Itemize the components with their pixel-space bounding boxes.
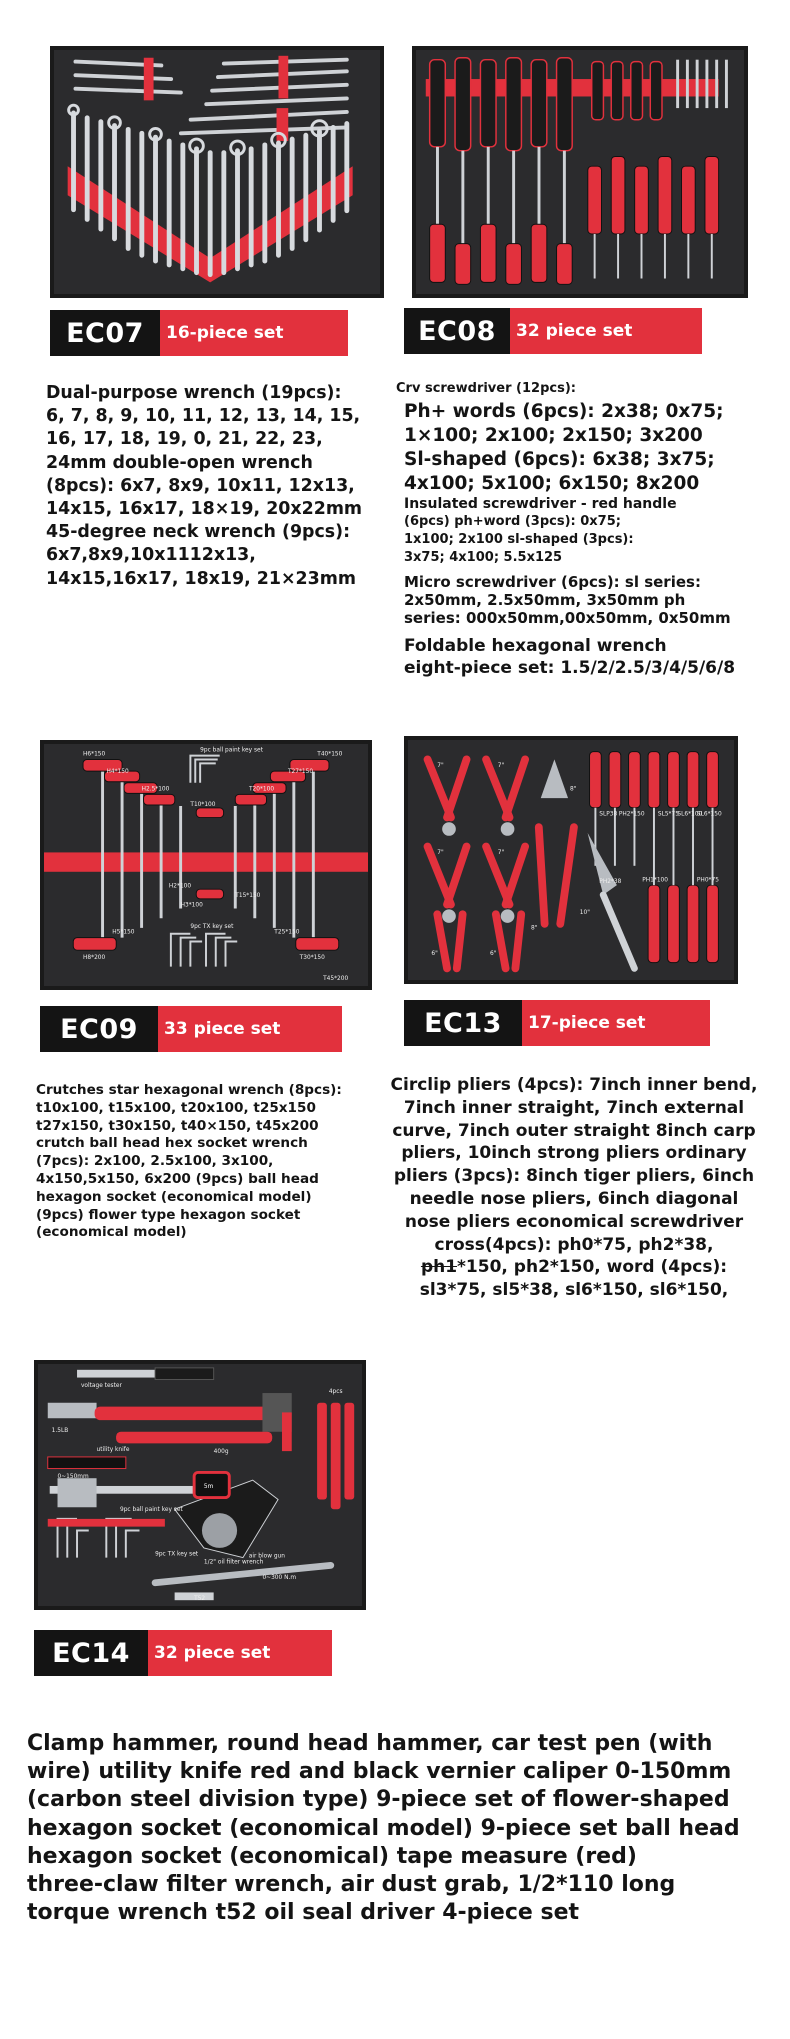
desc-line: curve, 7inch outer straight 8inch carp — [392, 1120, 756, 1141]
ec08-badge — [404, 308, 702, 354]
tray-label: H4*150 — [106, 769, 129, 776]
ec14-code: EC14 — [34, 1630, 148, 1676]
desc-line: Insulated screwdriver - red handle — [404, 496, 677, 512]
ec14-subtitle: 32 piece set — [148, 1630, 332, 1676]
tray-label: 1.5LB — [51, 1427, 69, 1434]
desc-line: (6pcs) ph+word (3pcs): 0x75; — [404, 514, 621, 529]
tray-label: T20*100 — [248, 786, 275, 793]
ec08-code: EC08 — [404, 308, 510, 354]
ec13-pliers-tray-image — [404, 736, 738, 984]
struck-text: ph1 — [420, 1257, 458, 1278]
desc-line: (8pcs): 6x7, 8x9, 10x11, 12x13, — [46, 475, 355, 496]
desc-line: needle nose pliers, 6inch diagonal — [409, 1188, 739, 1209]
desc-line: three-claw filter wrench, air dust grab, 1/2*110 long — [27, 1872, 676, 1898]
desc-line: crutch ball head hex socket wrench — [36, 1135, 308, 1152]
tray-label: SL6*100 — [677, 811, 703, 818]
desc-line: hexagon socket (economical model) 9-piece set ball head — [27, 1815, 740, 1841]
ec08-subtitle: 32 piece set — [510, 308, 702, 354]
tray-label: T52 — [194, 1596, 206, 1603]
tray-label: 0~150mm — [57, 1474, 89, 1481]
tray-label: PH0*75 — [696, 877, 719, 884]
ec09-subtitle: 33 piece set — [158, 1006, 342, 1052]
desc-line: 7inch inner straight, 7inch external — [403, 1097, 745, 1118]
tray-label: 7" — [437, 763, 444, 770]
tray-label: 5m — [203, 1483, 214, 1490]
desc-line: Sl-shaped (6pcs): 6x38; 3x75; — [404, 449, 715, 470]
desc-line: Micro screwdriver (6pcs): sl series: — [404, 573, 701, 591]
tray-label: 7" — [437, 850, 444, 857]
tray-label: voltage tester — [80, 1383, 122, 1390]
desc-line: 1x100; 2x100 sl-shaped (3pcs): — [404, 532, 634, 547]
desc-line: 16, 17, 18, 19, 0, 21, 22, 23, — [46, 429, 323, 450]
ec13-code: EC13 — [404, 1000, 522, 1046]
tray-label: air blow gun — [248, 1553, 285, 1560]
tray-label: SLP38 — [599, 811, 618, 818]
ec14-mixed-tool-tray-image — [34, 1360, 366, 1610]
desc-line: wire) utility knife red and black vernier caliper 0-150mm — [27, 1759, 732, 1785]
desc-line: Clamp hammer, round head hammer, car test pen (with — [27, 1731, 713, 1756]
tray-label: 9pc ball paint key set — [119, 1507, 183, 1514]
desc-line: (economical model) — [36, 1224, 187, 1241]
desc-line: 45-degree neck wrench (9pcs): — [46, 522, 351, 543]
desc-line: 3x75; 4x100; 5.5x125 — [404, 550, 563, 565]
desc-line: 1×100; 2x100; 2x150; 3x200 — [404, 425, 703, 446]
ec13-badge — [404, 1000, 710, 1046]
desc-line: eight-piece set: 1.5/2/2.5/3/4/5/6/8 — [404, 658, 736, 678]
desc-line: nose pliers economical screwdriver — [404, 1211, 744, 1232]
ec07-wrench-tray-image — [50, 46, 384, 298]
desc-line: 2x50mm, 2.5x50mm, 3x50mm ph — [404, 591, 686, 609]
desc-line: hexagon socket (economical model) — [36, 1188, 312, 1205]
ec09-hex-key-tray-image — [40, 740, 372, 990]
tray-label: 400g — [213, 1449, 229, 1456]
tray-label: H8*200 — [83, 954, 106, 961]
tray-label: T27*150 — [287, 769, 314, 776]
ec07-description — [46, 382, 386, 591]
tray-label: 1/2" oil filter wrench — [203, 1559, 264, 1566]
tray-label: PH2*150 — [618, 811, 645, 818]
tray-label: T10*100 — [190, 801, 216, 808]
tray-label: 6" — [431, 950, 438, 957]
tray-label: 0~300 N.m — [262, 1574, 297, 1581]
desc-line: torque wrench t52 oil seal driver 4-piece set — [27, 1900, 580, 1926]
desc-line: Circlip pliers (4pcs): 7inch inner bend, — [390, 1075, 758, 1095]
ec13-subtitle: 17-piece set — [522, 1000, 710, 1046]
desc-line: 14x15,16x17, 18x19, 21×23mm — [46, 568, 356, 589]
desc-line: (9pcs) flower type hexagon socket — [36, 1206, 301, 1223]
desc-line: 14x15, 16x17, 18×19, 20x22mm — [46, 499, 363, 520]
ec08-description — [396, 380, 776, 679]
desc-line: Dual-purpose wrench (19pcs): — [46, 383, 342, 403]
tray-label: 9pc TX key set — [155, 1551, 199, 1558]
desc-line: t10x100, t15x100, t20x100, t25x150 — [36, 1099, 316, 1116]
desc-heading: Crv screwdriver (12pcs): — [396, 381, 576, 396]
tray-label: SL6*150 — [696, 811, 722, 818]
tray-label: SL5*75 — [657, 811, 679, 818]
desc-line: ph1*150, ph2*150, word (4pcs): — [420, 1257, 728, 1278]
desc-line: pliers, 10inch strong pliers ordinary — [401, 1143, 747, 1164]
ec13-description — [378, 1074, 770, 1302]
desc-line: pliers (3pcs): 8inch tiger pliers, 6inch — [393, 1166, 755, 1187]
ec09-badge — [40, 1006, 342, 1052]
desc-line: 6, 7, 8, 9, 10, 11, 12, 13, 14, 15, — [46, 406, 361, 427]
desc-line: hexagon socket (economical) tape measure (red) — [27, 1843, 637, 1869]
tray-label: T15*150 — [235, 892, 261, 899]
tray-label: 6" — [489, 950, 497, 957]
ec07-code: EC07 — [50, 310, 160, 356]
desc-line: t27x150, t30x150, t40×150, t45x200 — [36, 1117, 319, 1134]
tray-label: 8" — [570, 786, 577, 793]
tray-label: 8" — [530, 925, 538, 932]
desc-line: 24mm double-open wrench — [46, 452, 313, 473]
tray-label: PH2*38 — [599, 879, 622, 886]
tray-label: H3*100 — [180, 902, 203, 909]
ec14-badge — [34, 1630, 332, 1676]
desc-line: 4x100; 5x100; 6x150; 8x200 — [404, 473, 700, 494]
tray-label: 10" — [579, 910, 590, 917]
desc-line: cross(4pcs): ph0*75, ph2*38, — [434, 1234, 714, 1255]
tray-label: H2*100 — [168, 883, 192, 890]
tray-label: PH1*100 — [642, 877, 669, 884]
tray-label: 9pc TX key set — [190, 923, 234, 930]
desc-line: sl3*75, sl5*38, sl6*150, sl6*150, — [419, 1280, 729, 1301]
desc-line: (7pcs): 2x100, 2.5x100, 3x100, — [36, 1153, 274, 1170]
tray-label: H2.5*100 — [141, 786, 170, 793]
tray-label: T40*150 — [317, 751, 343, 758]
desc-line: 6x7,8x9,10x1112x13, — [46, 545, 256, 566]
tray-label: T30*150 — [299, 954, 325, 961]
desc-line: Crutches star hexagonal wrench (8pcs): — [36, 1082, 342, 1098]
ec08-screwdriver-tray-image — [412, 46, 748, 298]
tray-label: 7" — [497, 763, 505, 770]
desc-line: Ph+ words (6pcs): 2x38; 0x75; — [404, 401, 724, 422]
tray-label: utility knife — [96, 1447, 130, 1454]
ec09-code: EC09 — [40, 1006, 158, 1052]
desc-line: Foldable hexagonal wrench — [404, 636, 667, 656]
tray-label: 4pcs — [328, 1389, 343, 1396]
ec07-badge — [50, 310, 348, 356]
tray-label: H6*150 — [83, 751, 106, 758]
desc-line: (carbon steel division type) 9-piece set of flower-shaped — [27, 1787, 730, 1813]
ec09-description — [36, 1082, 376, 1242]
ec14-description — [27, 1730, 779, 1927]
desc-line: 4x150,5x150, 6x200 (9pcs) ball head — [36, 1170, 319, 1187]
tray-label: 9pc ball paint key set — [200, 747, 263, 754]
ec07-subtitle: 16-piece set — [160, 310, 348, 356]
desc-line: series: 000x50mm,00x50mm, 0x50mm — [404, 609, 731, 627]
tray-label: 7" — [497, 850, 505, 857]
tray-label: T25*150 — [274, 929, 300, 936]
tray-label: T45*200 — [323, 976, 349, 983]
tray-label: H5*150 — [112, 929, 135, 936]
